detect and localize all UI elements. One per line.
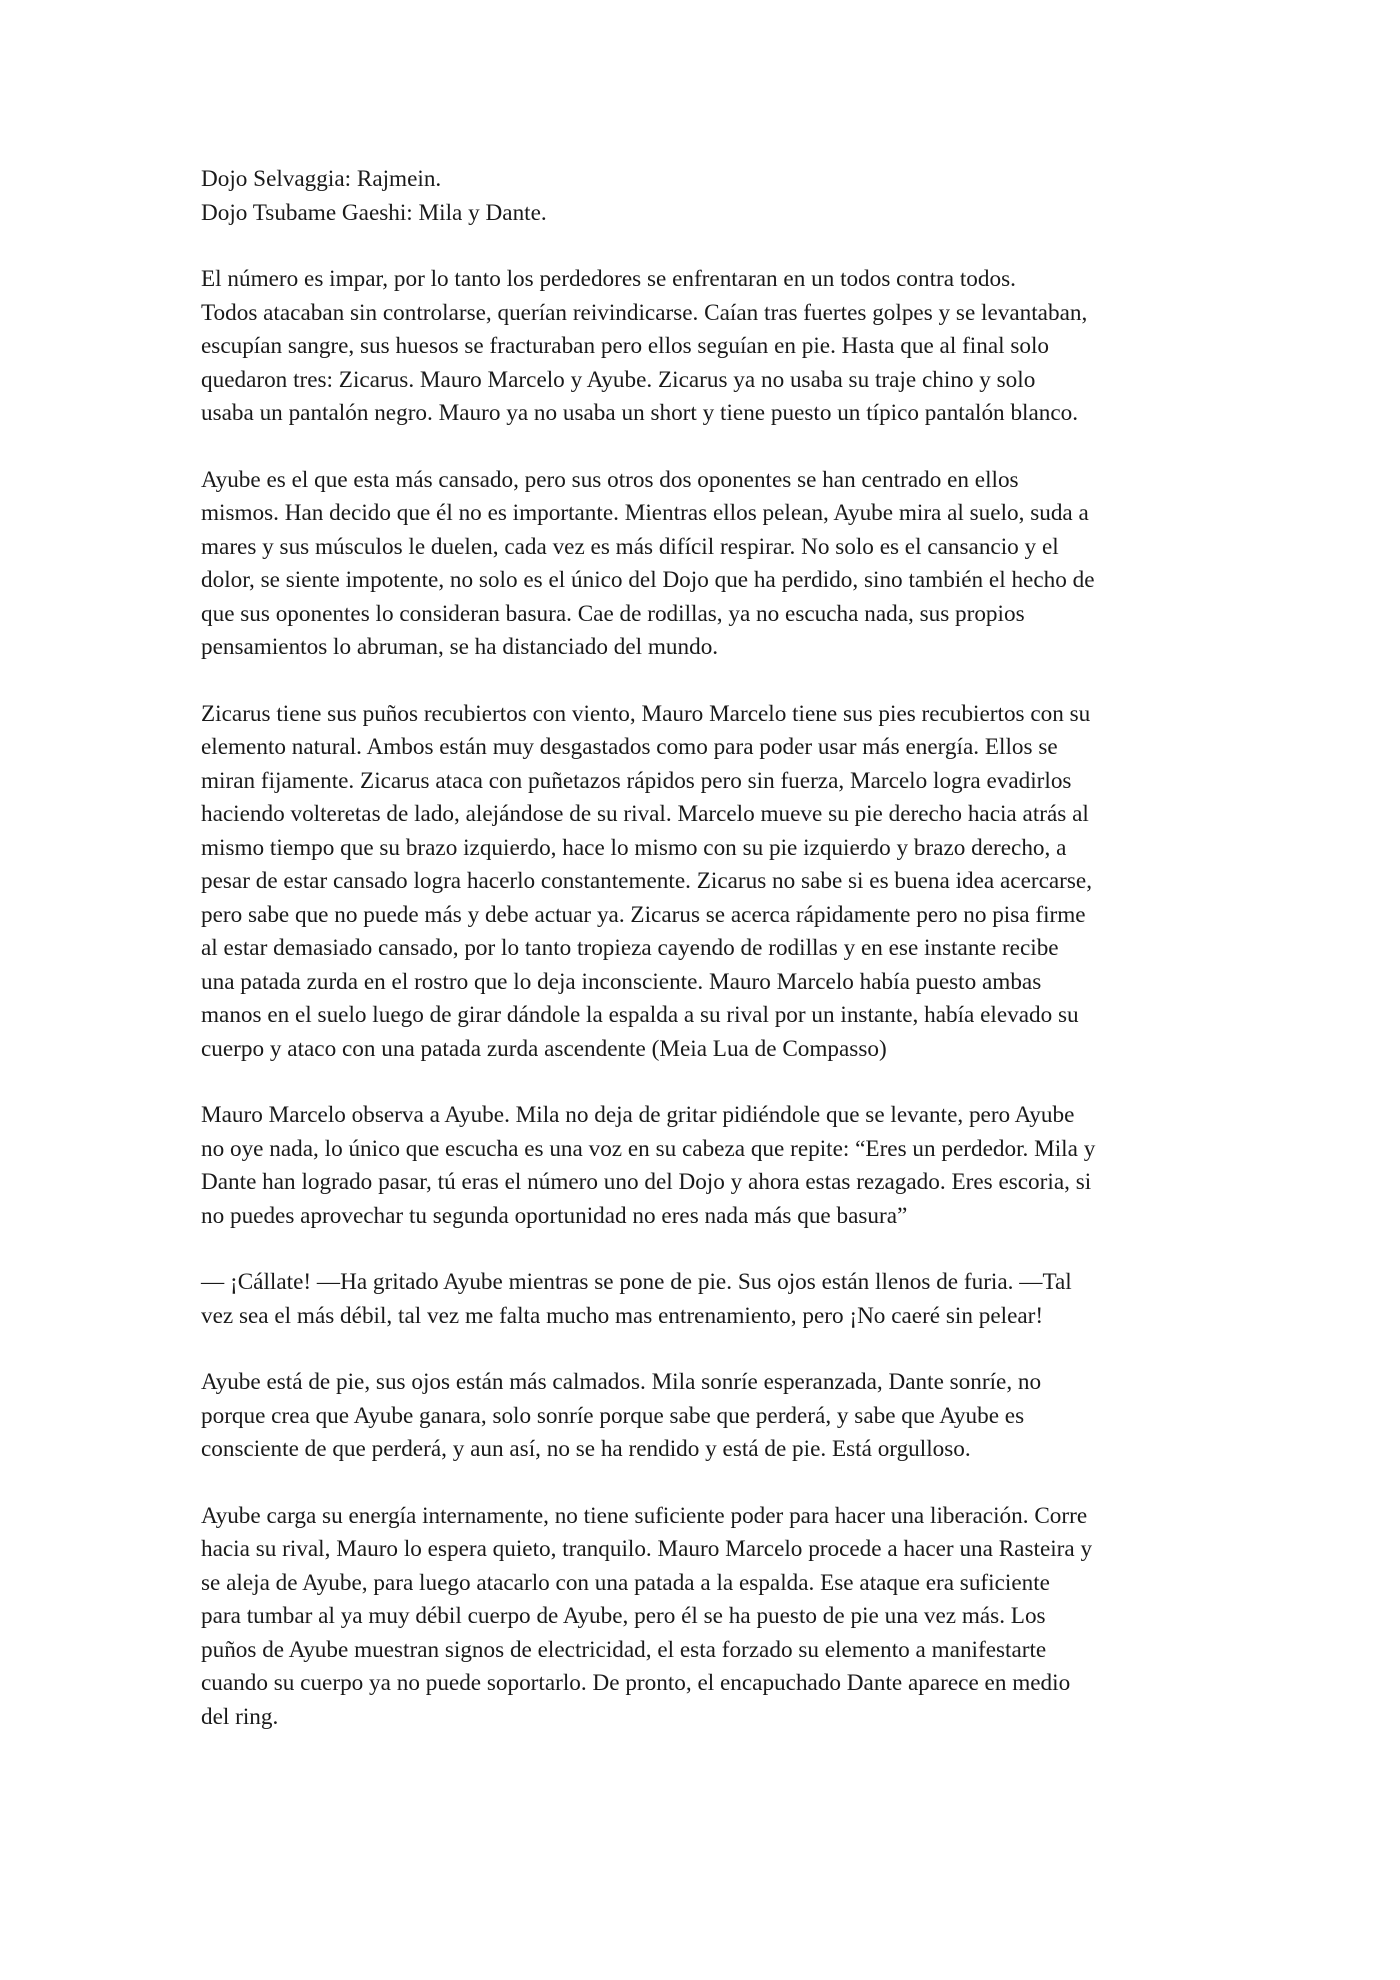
paragraph-3: Zicarus tiene sus puños recubiertos con viento, Mauro Marcelo tiene sus pies recubiertos con su elemento natural. Ambos están muy desgastados como para poder usar más energía. Ellos se miran fijamente. Zicarus ataca con puñetazos rápidos pero sin fuerza, Marcelo logra evadirlos haciendo volteretas de lado, alejándose de su rival. Marcelo mueve su pie derecho hacia atrás al mismo tiempo que su brazo izquierdo, hace lo mismo con su pie izquierdo y brazo derecho, a pesar de estar cansado logra hacerlo constantemente. Zicarus no sabe si es buena idea acercarse, pero sabe que no puede más y debe actuar ya. Zicarus se acerca rápidamente pero no pisa firme al estar demasiado cansado, por lo tanto tropieza cayendo de rodillas y en ese instante recibe una patada zurda en el rostro que lo deja inconsciente. Mauro Marcelo había puesto ambas manos en el suelo luego de girar dándole la espalda a su rival por un instante, había elevado su cuerpo y ataco con una patada zurda ascendente (Meia Lua de Compasso) [201,700,1092,1062]
paragraph-5: — ¡Cállate! —Ha gritado Ayube mientras se pone de pie. Sus ojos están llenos de furia. —Tal vez sea el más débil, tal vez me falta mucho mas entrenamiento, pero ¡No caeré sin pelear! [201,1269,1072,1329]
header-line-2: Dojo Tsubame Gaeshi: Mila y Dante. [201,199,547,226]
paragraph-6: Ayube está de pie, sus ojos están más calmados. Mila sonríe esperanzada, Dante sonríe, no porque crea que Ayube ganara, solo sonríe porque sabe que perderá, y sabe que Ayube es consciente de que perderá, y aun así, no se ha rendido y está de pie. Está orgulloso. [201,1369,1042,1462]
paragraph-2: Ayube es el que esta más cansado, pero sus otros dos oponentes se han centrado en ellos mismos. Han decido que él no es importante. Mientras ellos pelean, Ayube mira al suelo, suda a mares y sus músculos le duelen, cada vez es más difícil respirar. No solo es el cansancio y el dolor, se siente impotente, no solo es el único del Dojo que ha perdido, sino también el hecho de que sus oponentes lo consideran basura. Cae de rodillas, ya no escucha nada, sus propios pensamientos lo abruman, se ha distanciado del mundo. [201,466,1095,660]
dojo-header [201,163,1211,230]
header-line-1: Dojo Selvaggia: Rajmein. [201,166,442,192]
paragraph-7: Ayube carga su energía internamente, no tiene suficiente poder para hacer una liberación. Corre hacia su rival, Mauro lo espera quieto, tranquilo. Mauro Marcelo procede a hacer una Rasteira y se aleja de Ayube, para luego atacarlo con una patada a la espalda. Ese ataque era suficiente para tumbar al ya muy débil cuerpo de Ayube, pero él se ha puesto de pie una vez más. Los puños de Ayube muestran signos de electricidad, el esta forzado su elemento a manifestarte cuando su cuerpo ya no puede soportarlo. De pronto, el encapuchado Dante aparece en medio del ring. [201,1502,1093,1730]
paragraph-1: El número es impar, por lo tanto los perdedores se enfrentaran en un todos contra todos. Todos atacaban sin controlarse, querían reivindicarse. Caían tras fuertes golpes y se levantaban, escupían sangre, sus huesos se fracturaban pero ellos seguían en pie. Hasta que al final solo quedaron tres: Zicarus. Mauro Marcelo y Ayube. Zicarus ya no usaba su traje chino y solo usaba un pantalón negro. Mauro ya no usaba un short y tiene puesto un típico pantalón blanco. [201,266,1088,426]
paragraph-4: Mauro Marcelo observa a Ayube. Mila no deja de gritar pidiéndole que se levante, pero Ayube no oye nada, lo único que escucha es una voz en su cabeza que repite: “Eres un perdedor. Mila y Dante han logrado pasar, tú eras el número uno del Dojo y ahora estas rezagado. Eres escoria, si no puedes aprovechar tu segunda oportunidad no eres nada más que basura” [201,1102,1096,1229]
document-body [201,163,1211,1734]
